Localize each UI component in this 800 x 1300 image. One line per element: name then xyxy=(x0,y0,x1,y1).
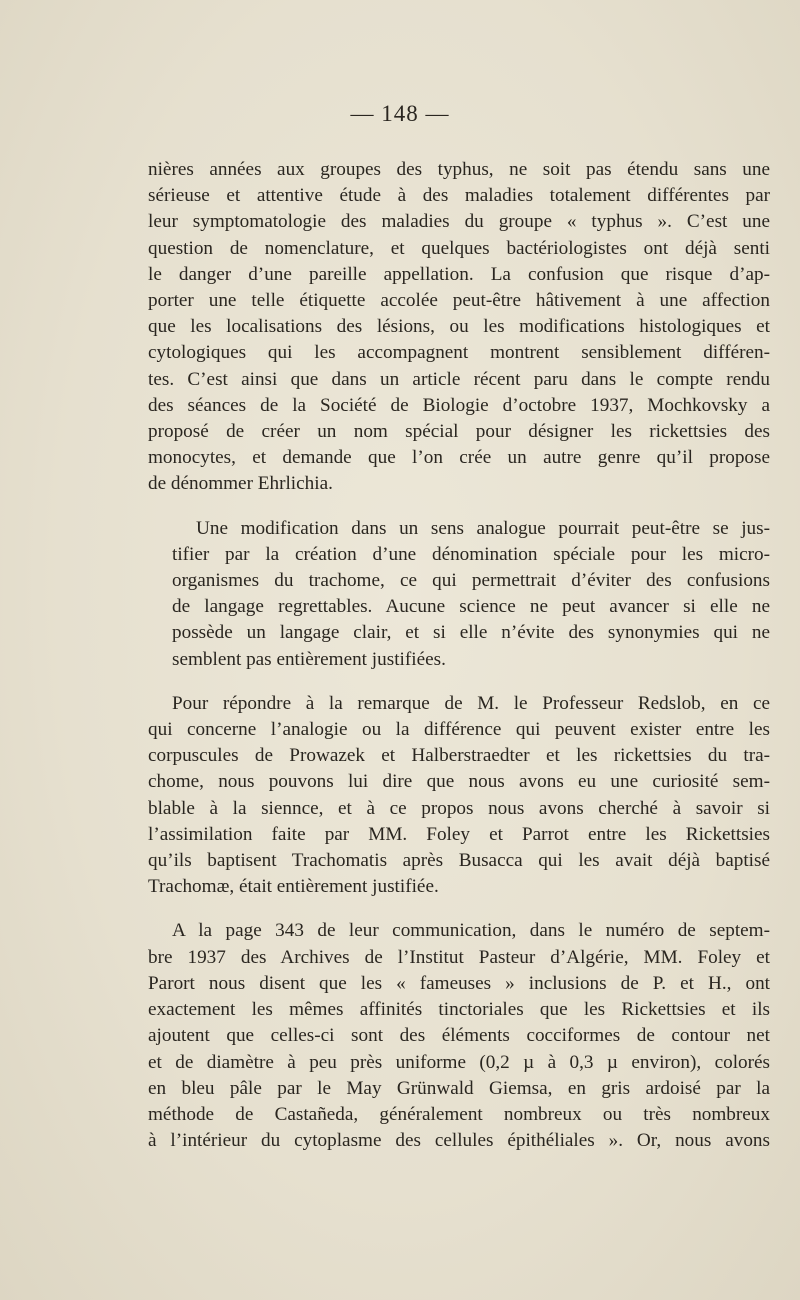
text-line: porter une telle étiquette accolée peut-être hâtivement à une affection xyxy=(148,290,770,312)
text-line: monocytes, et demande que l’on crée un autre genre qu’il propose xyxy=(148,447,770,469)
text-line: proposé de créer un nom spécial pour désigner les rickettsies des xyxy=(148,421,770,443)
text-line: blable à la siennce, et à ce propos nous avons cherché à savoir si xyxy=(148,797,770,819)
paragraph-1 xyxy=(148,157,770,498)
paragraph-2 xyxy=(148,516,770,673)
text-line: nières années aux groupes des typhus, ne soit pas étendu sans une xyxy=(148,159,770,180)
text-line: Une modification dans un sens analogue pourrait peut-être se jus- xyxy=(196,517,770,539)
text-line: semblent pas entièrement justifiées. xyxy=(172,648,446,670)
text-line: en bleu pâle par le May Grünwald Giemsa, en gris ardoisé par la xyxy=(148,1077,770,1099)
text-line: A la page 343 de leur communication, dans le numéro de septem- xyxy=(172,920,770,942)
text-line: organismes du trachome, ce qui permettrait d’éviter des confusions xyxy=(172,570,770,592)
text-line: leur symptomatologie des maladies du groupe « typhus ». C’est une xyxy=(148,211,770,233)
text-line: corpuscules de Prowazek et Halberstraedter et les rickettsies du tra- xyxy=(148,745,770,767)
text-line: que les localisations des lésions, ou les modifications histologiques et xyxy=(148,316,770,338)
body-text xyxy=(148,157,770,1154)
text-line: et de diamètre à peu près uniforme (0,2 µ à 0,3 µ environ), colorés xyxy=(148,1051,770,1073)
text-line: chome, nous pouvons lui dire que nous avons eu une curiosité sem- xyxy=(148,771,770,793)
text-line: ajoutent que celles-ci sont des éléments cocciformes de contour net xyxy=(148,1025,770,1047)
page-number: — 148 — xyxy=(350,101,450,126)
text-line: de langage regrettables. Aucune science ne peut avancer si elle ne xyxy=(172,596,770,618)
text-line: le danger d’une pareille appellation. La confusion que risque d’ap- xyxy=(148,263,770,285)
text-line: qui concerne l’analogie ou la différence qui peuvent exister entre les xyxy=(148,719,770,741)
text-line: bre 1937 des Archives de l’Institut Pasteur d’Algérie, MM. Foley et xyxy=(148,946,770,968)
text-line: cytologiques qui les accompagnent montrent sensiblement différen- xyxy=(148,342,770,364)
text-line: tifier par la création d’une dénomination spéciale pour les micro- xyxy=(172,543,770,565)
paragraph-4 xyxy=(148,918,770,1154)
text-line: exactement les mêmes affinités tinctoriales que les Rickettsies et ils xyxy=(148,999,770,1021)
text-line: possède un langage clair, et si elle n’évite des synonymies qui ne xyxy=(172,622,770,644)
text-line: Trachomæ, était entièrement justifiée. xyxy=(148,876,439,898)
text-line: qu’ils baptisent Trachomatis après Busacca qui les avait déjà baptisé xyxy=(148,850,770,872)
text-line: méthode de Castañeda, généralement nombreux ou très nombreux xyxy=(148,1103,770,1125)
text-line: de dénommer Ehrlichia. xyxy=(148,473,333,495)
paragraph-3 xyxy=(148,691,770,901)
text-line: tes. C’est ainsi que dans un article récent paru dans le compte rendu xyxy=(148,368,770,390)
text-line: l’assimilation faite par MM. Foley et Parrot entre les Rickettsies xyxy=(148,823,770,845)
text-line: question de nomenclature, et quelques bactériologistes ont déjà senti xyxy=(148,237,770,259)
text-line: sérieuse et attentive étude à des maladies totalement différentes par xyxy=(148,185,770,207)
text-line: des séances de la Société de Biologie d’octobre 1937, Mochkovsky a xyxy=(148,394,770,416)
text-line: à l’intérieur du cytoplasme des cellules épithéliales ». Or, nous avons xyxy=(148,1130,770,1152)
text-line: Pour répondre à la remarque de M. le Professeur Redslob, en ce xyxy=(172,692,770,714)
text-line: Parort nous disent que les « fameuses » inclusions de P. et H., ont xyxy=(148,972,770,994)
